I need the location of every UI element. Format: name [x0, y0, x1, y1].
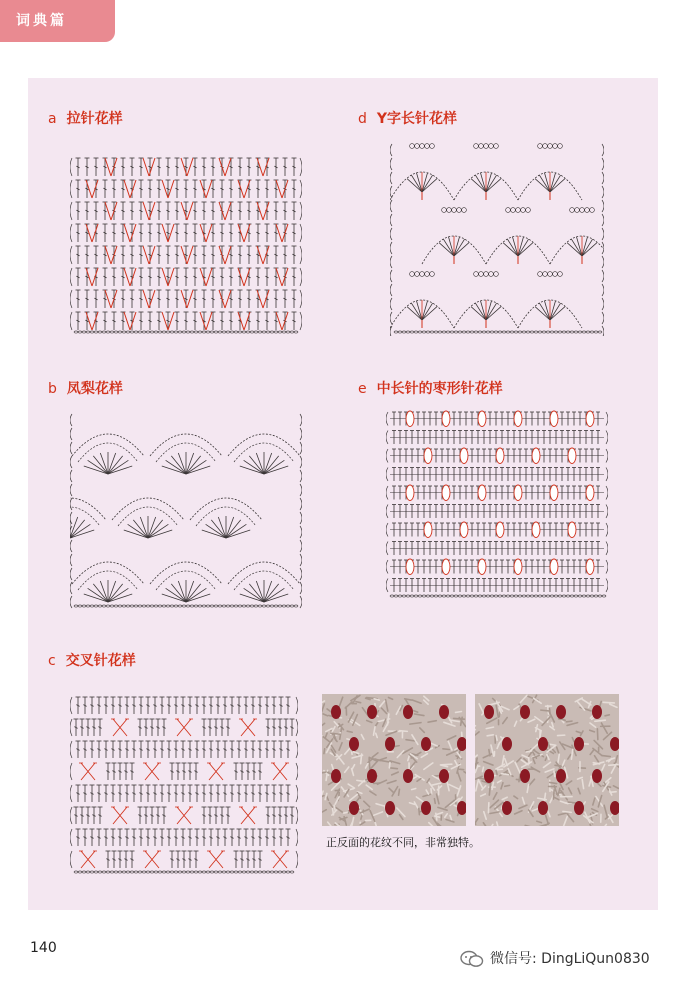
pattern-chart-b: [70, 406, 302, 610]
section-e-letter: e: [358, 381, 367, 397]
section-c-label: [48, 650, 136, 670]
section-d-title: Y字长针花样: [376, 111, 458, 127]
wechat-id: 微信号: DingLiQun0830: [490, 951, 650, 967]
pattern-chart-c: [70, 686, 298, 878]
photo-caption: 正反面的花纹不同，非常独特。: [326, 836, 480, 849]
wechat-icon: [460, 950, 484, 968]
pattern-chart-e: [386, 404, 608, 600]
section-d-label: [358, 108, 457, 128]
section-tab: 词典篇: [0, 0, 115, 42]
footer-wechat: [460, 948, 650, 968]
section-b-letter: b: [48, 381, 57, 397]
section-d-letter: d: [358, 111, 367, 127]
section-e-title: 中长针的枣形针花样: [376, 381, 503, 397]
section-a-label: [48, 108, 123, 128]
pattern-chart-d: [390, 136, 604, 336]
section-c-title: 交叉针花样: [65, 653, 136, 669]
section-a-title: 拉针花样: [66, 111, 123, 127]
section-b-title: 凤梨花样: [66, 381, 123, 397]
page-number: 140: [30, 940, 57, 956]
swatch-photo-back: [475, 694, 619, 826]
swatch-photo-front: [322, 694, 466, 826]
section-e-label: [358, 378, 503, 398]
section-c-letter: c: [48, 653, 56, 669]
section-a-letter: a: [48, 111, 57, 127]
section-b-label: [48, 378, 123, 398]
pattern-chart-a: [70, 136, 302, 336]
